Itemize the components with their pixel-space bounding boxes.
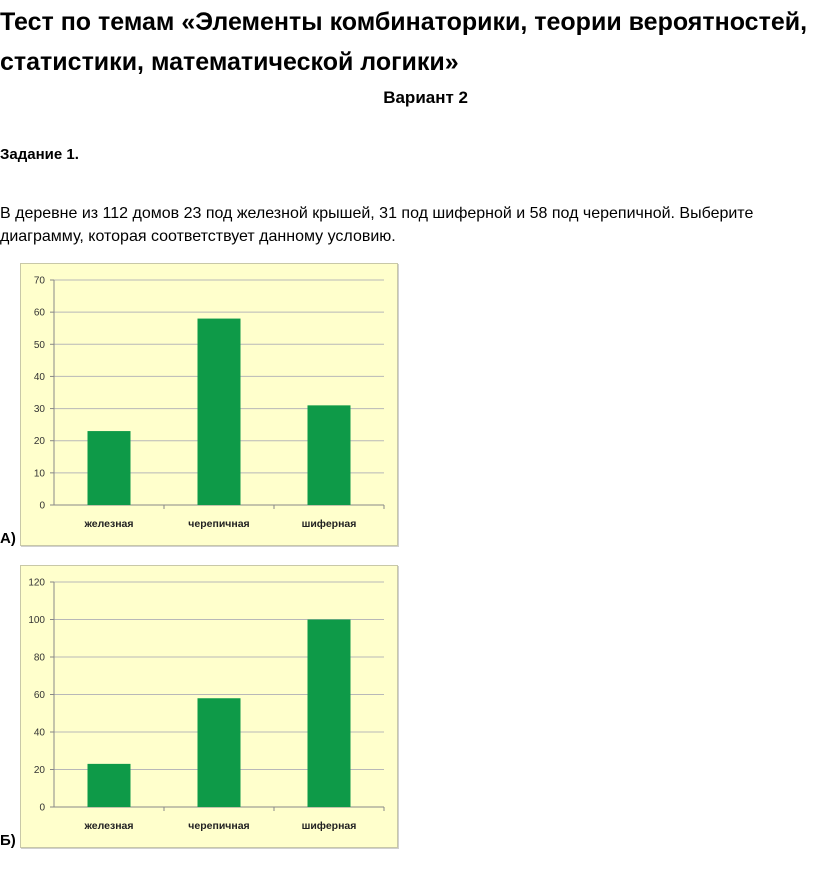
chart-b-y-tick-label: 80 [33, 652, 45, 664]
variant-heading: Вариант 2 [383, 88, 468, 107]
chart-a-y-tick-label: 10 [33, 468, 45, 480]
page-title: Тест по темам «Элементы комбинаторики, теории вероятностей, статистики, математической логики» [0, 8, 808, 76]
chart-b-y-tick-label: 0 [39, 802, 45, 814]
chart-a-bar-3 [308, 405, 351, 505]
option-b-label[interactable]: Б) [0, 832, 16, 849]
chart-b-y-tick-label: 60 [33, 690, 45, 701]
chart-b-y-tick-label: 100 [28, 615, 45, 626]
chart-a-bar-2 [198, 319, 241, 505]
chart-option-a [20, 263, 398, 546]
chart-a-category-label: черепичная [188, 518, 250, 530]
chart-b-bar-3 [308, 620, 351, 808]
chart-a-y-tick-label: 50 [33, 339, 45, 351]
chart-a-y-tick-label: 0 [39, 500, 45, 512]
chart-a-y-tick-label: 60 [33, 307, 45, 319]
question-text: В деревне из 112 домов 23 под железной крышей, 31 под шиферной и 58 под черепичной. Выберите диаграмму, которая соответствует данному условию. [0, 205, 754, 245]
chart-a-y-tick-label: 30 [33, 404, 45, 416]
chart-a-category-label: железная [84, 518, 134, 530]
chart-a-category-label: шиферная [301, 518, 357, 530]
chart-b-bar-1 [88, 764, 131, 807]
chart-a-y-tick-label: 40 [33, 371, 45, 383]
chart-b-category-label: черепичная [188, 820, 250, 832]
chart-a-svg [21, 264, 397, 545]
chart-option-b [20, 565, 398, 848]
option-a-label[interactable]: А) [0, 530, 16, 547]
chart-b-svg [21, 566, 397, 847]
chart-a-bar-1 [88, 431, 131, 505]
task-heading: Задание 1. [0, 146, 79, 163]
chart-b-y-tick-label: 40 [33, 727, 45, 739]
chart-a-y-tick-label: 20 [33, 436, 45, 448]
chart-b-category-label: шиферная [301, 820, 357, 832]
chart-a-y-tick-label: 70 [33, 275, 45, 287]
chart-b-y-tick-label: 20 [33, 765, 45, 776]
chart-b-y-tick-label: 120 [28, 577, 45, 589]
chart-b-bar-2 [198, 698, 241, 807]
chart-b-category-label: железная [84, 820, 134, 832]
